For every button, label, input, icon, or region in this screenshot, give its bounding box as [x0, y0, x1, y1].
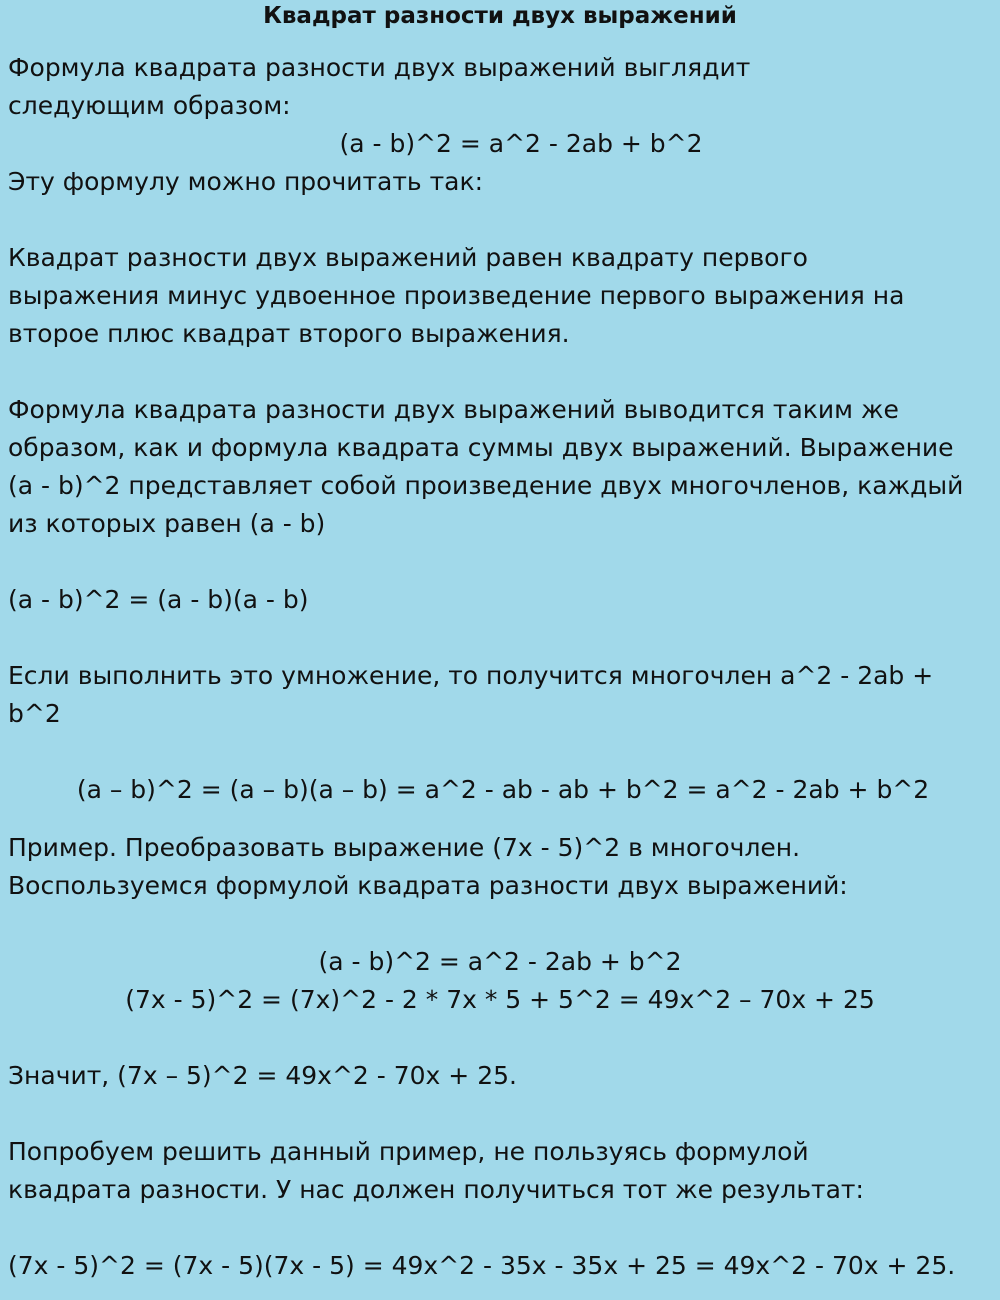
example-formula-2: (7x - 5)^2 = (7x)^2 - 2 * 7x * 5 + 5^2 = 49x^2 – 70x + 25	[125, 985, 875, 1014]
read-paragraph: Квадрат разности двух выражений равен квадрату первого выражения минус удвоенное произведение первого выражения на второе плюс квадрат второго выражения.	[8, 243, 905, 348]
example-use: Воспользуемся формулой квадрата разности двух выражений:	[8, 871, 848, 900]
blank-line	[8, 905, 992, 943]
conclusion: Значит, (7x – 5)^2 = 49x^2 - 70x + 25.	[8, 1061, 517, 1090]
page-title: Квадрат разности двух выражений	[263, 3, 737, 29]
example-formula-1: (a - b)^2 = a^2 - 2ab + b^2	[318, 947, 682, 976]
small-gap	[8, 809, 992, 829]
blank-line	[8, 201, 992, 239]
blank-line	[8, 543, 992, 581]
main-formula: (a - b)^2 = a^2 - 2ab + b^2	[339, 129, 703, 158]
final-formula: (7x - 5)^2 = (7x - 5)(7x - 5) = 49x^2 - 35x - 35x + 25 = 49x^2 - 70x + 25.	[8, 1251, 956, 1280]
read-intro: Эту формулу можно прочитать так:	[8, 167, 483, 196]
blank-line	[8, 1209, 992, 1247]
product-formula: (a - b)^2 = (a - b)(a - b)	[8, 585, 309, 614]
blank-line	[8, 619, 992, 657]
blank-line	[8, 1019, 992, 1057]
expanded-formula: (a – b)^2 = (a – b)(a – b) = a^2 - ab - ab + b^2 = a^2 - 2ab + b^2	[76, 775, 930, 804]
blank-line	[8, 733, 992, 771]
derivation-paragraph: Формула квадрата разности двух выражений выводится таким же образом, как и формула квадрата суммы двух выражений. Выражение (a - b)^2 представляет собой произведение двух многочленов, каждый из которых равен (a - b)	[8, 395, 964, 538]
example-task: Пример. Преобразовать выражение (7x - 5)^2 в многочлен.	[8, 833, 801, 862]
try-paragraph: Попробуем решить данный пример, не пользуясь формулой квадрата разности. У нас должен получиться тот же результат:	[8, 1137, 864, 1204]
blank-line	[8, 353, 992, 391]
blank-line	[8, 1095, 992, 1133]
intro-paragraph: Формула квадрата разности двух выражений выглядит следующим образом:	[8, 53, 751, 120]
multiply-paragraph: Если выполнить это умножение, то получится многочлен a^2 - 2ab + b^2	[8, 661, 934, 728]
